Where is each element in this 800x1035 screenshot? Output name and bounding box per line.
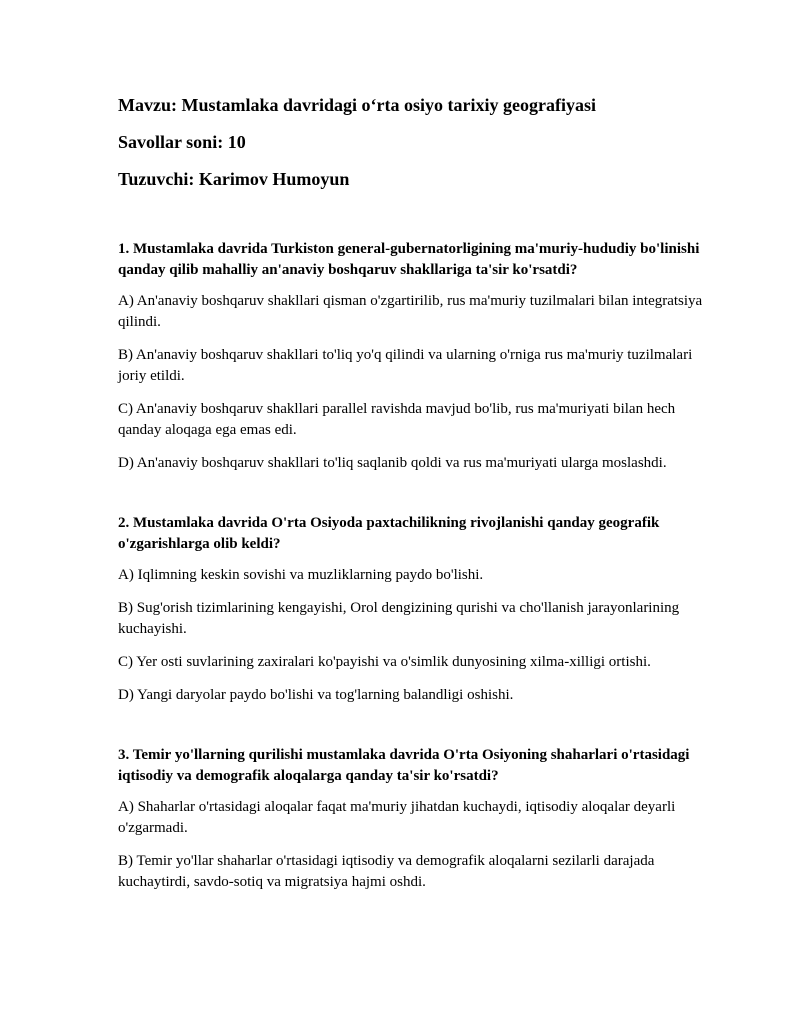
topic-title: Mavzu: Mustamlaka davridagi o‘rta osiyo tarixiy geografiyasi xyxy=(118,95,596,115)
author-line: Tuzuvchi: Karimov Humoyun xyxy=(118,169,350,189)
question-2 xyxy=(118,513,708,706)
document-header xyxy=(118,94,708,190)
option-c: C) Yer osti suvlarining zaxiralari ko'payishi va o'simlik dunyosining xilma-xilligi ortishi. xyxy=(118,654,651,670)
question-text: 2. Mustamlaka davrida O'rta Osiyoda paxtachilikning rivojlanishi qanday geografik o'zgarishlarga olib keldi? xyxy=(118,515,660,552)
option-c: C) An'anaviy boshqaruv shakllari parallel ravishda mavjud bo'lib, rus ma'muriyati bilan hech qanday aloqaga ega emas edi. xyxy=(118,401,676,438)
option-b: B) Sug'orish tizimlarining kengayishi, Orol dengizining qurishi va cho'llanish jarayonlarining kuchayishi. xyxy=(118,600,680,637)
option-a: A) Shaharlar o'rtasidagi aloqalar faqat ma'muriy jihatdan kuchaydi, iqtisodiy aloqalar deyarli o'zgarmadi. xyxy=(118,799,676,836)
question-1 xyxy=(118,239,708,474)
option-a: A) Iqlimning keskin sovishi va muzliklarning paydo bo'lishi. xyxy=(118,567,484,583)
question-count: Savollar soni: 10 xyxy=(118,132,246,152)
option-d: D) An'anaviy boshqaruv shakllari to'liq saqlanib qoldi va rus ma'muriyati ularga moslashdi. xyxy=(118,455,667,471)
question-text: 1. Mustamlaka davrida Turkiston general-gubernatorligining ma'muriy-hududiy bo'linishi qanday qilib mahalliy an'anaviy boshqaruv shakllariga ta'sir ko'rsatdi? xyxy=(118,241,700,278)
document-page xyxy=(118,94,708,905)
option-b: B) An'anaviy boshqaruv shakllari to'liq yo'q qilindi va ularning o'rniga rus ma'muriy tuzilmalari joriy etildi. xyxy=(118,347,693,384)
question-3 xyxy=(118,745,708,893)
option-b: B) Temir yo'llar shaharlar o'rtasidagi iqtisodiy va demografik aloqalarni sezilarli darajada kuchaytirdi, savdo-sotiq va migratsiya hajmi oshdi. xyxy=(118,853,655,890)
option-a: A) An'anaviy boshqaruv shakllari qisman o'zgartirilib, rus ma'muriy tuzilmalari bilan integratsiya qilindi. xyxy=(118,293,703,330)
question-text: 3. Temir yo'llarning qurilishi mustamlaka davrida O'rta Osiyoning shaharlari o'rtasidagi iqtisodiy va demografik aloqalarga qanday ta'sir ko'rsatdi? xyxy=(118,747,690,784)
option-d: D) Yangi daryolar paydo bo'lishi va tog'larning balandligi oshishi. xyxy=(118,687,514,703)
